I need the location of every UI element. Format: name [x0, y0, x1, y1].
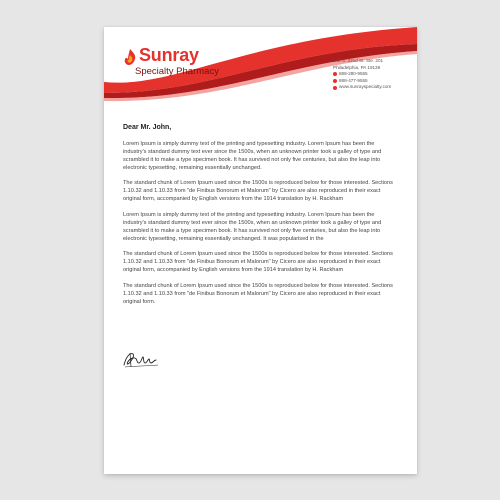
paragraph: The standard chunk of Lorem Ipsum used since the 1500s is reproduced below for those interested. Sections 1.10.32 and 1.10.33 from "de Finibus Bonorum et Malorum" by Cicero are also reproduced in their exact original form, accompanied by English versions from the 1914 translation by H. Rackham [123, 251, 393, 274]
fax-icon [333, 79, 337, 83]
paragraph: The standard chunk of Lorem Ipsum used since the 1500s is reproduced below for those interested. Sections 1.10.32 and 1.10.33 from "de Finibus Bonorum et Malorum" by Cicero are also reproduced in their exact original form, accompanied by English versions from the 1914 translation by H. Rackham [123, 180, 393, 203]
address-line-1-text: 142 S. 32nd St. Ste. 201 [333, 58, 384, 63]
paragraph: The standard chunk of Lorem Ipsum used since the 1500s is reproduced below for those interested. Sections 1.10.32 and 1.10.33 from "de Finibus Bonorum et Malorum" by Cicero are also reproduced in their exact original form. [123, 282, 393, 305]
brand-tagline: Specialty Pharmacy [135, 66, 219, 77]
website-text: www.sunrayspecialty.com [339, 84, 392, 90]
website-line [333, 84, 391, 91]
address-line-2 [333, 65, 391, 72]
phone-line [333, 71, 391, 78]
phone-icon [333, 72, 337, 76]
fax-line [333, 78, 391, 85]
letterhead-page [104, 27, 417, 474]
contact-block [333, 58, 391, 91]
brand-name: Sunray [139, 45, 199, 65]
phone-text: 888-280-9555 [339, 71, 368, 77]
globe-icon [333, 86, 337, 90]
paragraph: Lorem Ipsum is simply dummy text of the printing and typesetting industry. Lorem Ipsum has been the industry's standard dummy text ever since the 1500s, when an unknown printer took a galley of type and scrambled it to make a type specimen book. It has survived not only five centuries, but also the leap into electronic typesetting, remaining essentially unchanged. It was popularised in the [123, 211, 382, 242]
letter-body [123, 141, 399, 314]
salutation: Dear Mr. John, [123, 124, 172, 131]
paragraph: Lorem Ipsum is simply dummy text of the printing and typesetting industry. Lorem Ipsum has been the industry's standard dummy text ever since the 1500s, when an unknown printer took a galley of type and scrambled it to make a type specimen book. It has survived not only five centuries, but also the leap into electronic typesetting, remaining essentially unchanged. [123, 141, 382, 171]
fax-text: 888-477-9555 [339, 77, 368, 83]
address-line-2-text: Philadelphia, PA 19139 [333, 64, 381, 70]
address-line-1 [333, 58, 391, 65]
flame-icon [123, 49, 137, 65]
handwritten-signature [121, 348, 161, 370]
